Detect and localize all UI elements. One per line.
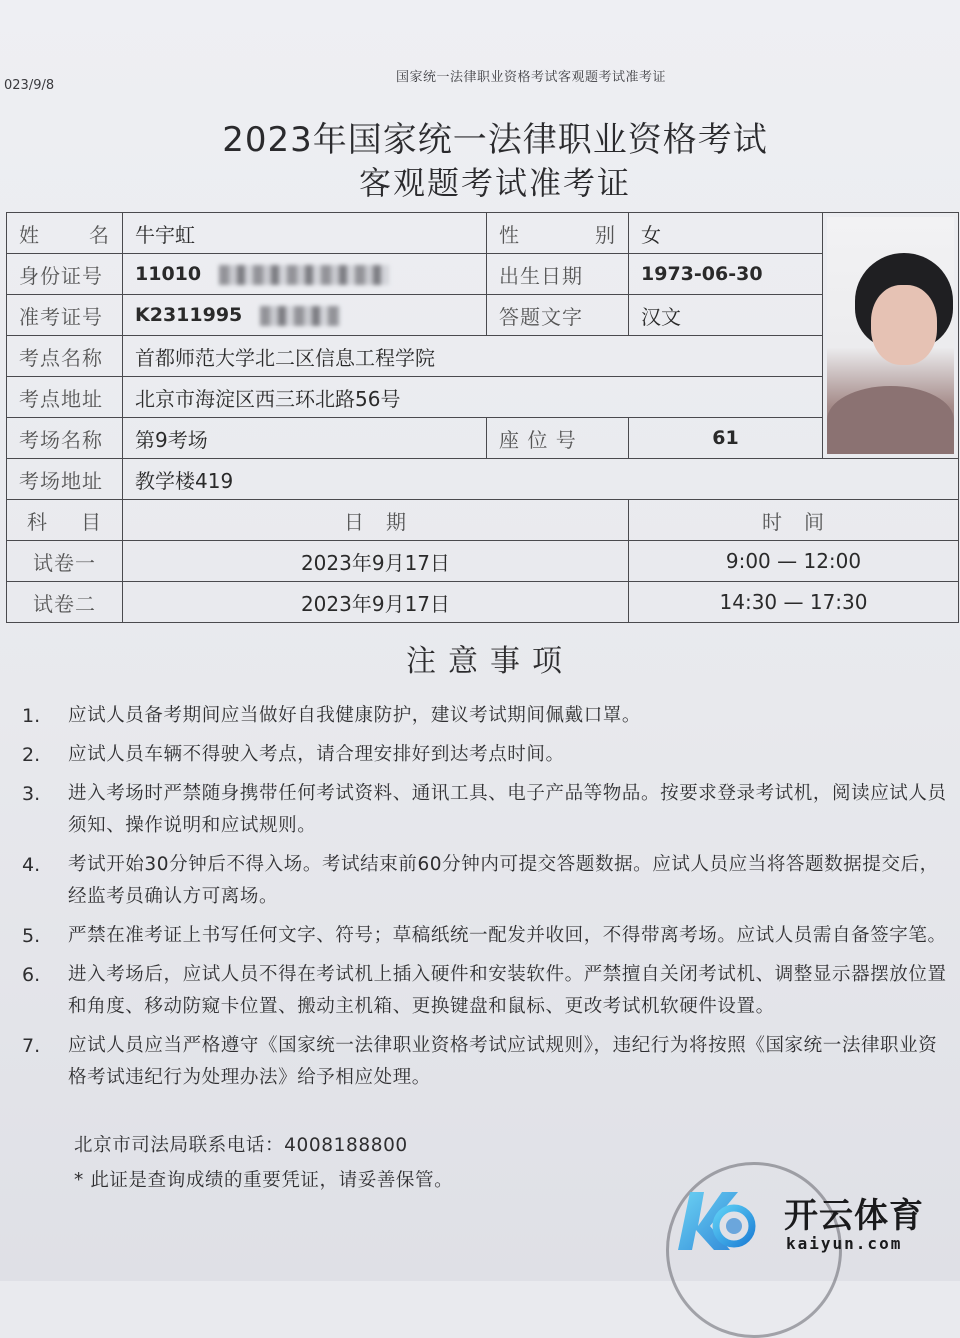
exam-site-name-label: 考点名称 (7, 336, 123, 377)
exam-site-name: 首都师范大学北二区信息工程学院 (123, 336, 823, 377)
list-item: 2. 应试人员车辆不得驶入考点，请合理安排好到达考点时间。 (22, 744, 565, 766)
site-watermark (672, 1184, 952, 1260)
subject-header: 科 目 (7, 500, 123, 541)
list-item: 7. 应试人员应当严格遵守《国家统一法律职业资格考试应试规则》，违纪行为将按照《国家统一法律职业资格考试违纪行为处理办法》给予相应处理。 (22, 1035, 938, 1088)
notice-list (22, 700, 952, 1101)
gender-label: 性 别 (487, 213, 629, 254)
date-header: 日 期 (123, 500, 629, 541)
schedule-row (7, 541, 959, 582)
seat-number-label: 座 位 号 (487, 418, 629, 459)
paper-one-date: 2023年9月17日 (123, 541, 629, 582)
id-number-label: 身份证号 (7, 254, 123, 295)
name-label: 姓 名 (7, 213, 123, 254)
list-item: 1. 应试人员备考期间应当做好自我健康防护，建议考试期间佩戴口罩。 (22, 705, 642, 727)
ticket-number (123, 295, 487, 336)
seat-number: 61 (629, 418, 823, 459)
list-item: 5. 严禁在准考证上书写任何文字、符号；草稿纸统一配发并收回，不得带离考场。应试人员需自备签字笔。 (22, 925, 947, 947)
keep-safe-note: * 此证是查询成绩的重要凭证，请妥善保管。 (74, 1170, 454, 1191)
paper-one-time: 9:00 — 12:00 (629, 541, 959, 582)
candidate-name: 牛宇虹 (123, 213, 487, 254)
time-header: 时 间 (629, 500, 959, 541)
watermark-logo-icon (676, 1186, 758, 1256)
watermark-brand-cn: 开云体育 (784, 1196, 924, 1236)
ticket-number-redaction (260, 306, 340, 326)
answer-language-label: 答题文字 (487, 295, 629, 336)
watermark-brand-en: kaiyun.com (786, 1234, 903, 1253)
contact-phone: 北京市司法局联系电话：4008188800 (74, 1135, 408, 1156)
candidate-gender: 女 (629, 213, 823, 254)
notice-title: 注意事项 (406, 644, 574, 679)
schedule-row (7, 582, 959, 623)
document-subtitle: 客观题考试准考证 (358, 164, 631, 202)
exam-room: 第9考场 (123, 418, 487, 459)
paper-one-label: 试卷一 (7, 541, 123, 582)
id-number (123, 254, 487, 295)
photo-cell (823, 213, 959, 459)
list-item: 6. 进入考场后，应试人员不得在考试机上插入硬件和安装软件。严禁擅自关闭考试机、调整显示器摆放位置和角度、移动防窥卡位置、搬动主机箱、更换键盘和鼠标、更改考试机软硬件设置。 (22, 964, 947, 1017)
paper-two-label: 试卷二 (7, 582, 123, 623)
list-item: 4. 考试开始30分钟后不得入场。考试结束前60分钟内可提交答题数据。应试人员应当将答题数据提交后，经监考员确认方可离场。 (22, 854, 939, 907)
paper-two-time: 14:30 — 17:30 (629, 582, 959, 623)
ticket-number-visible: K2311995 (135, 304, 243, 326)
page-caption: 国家统一法律职业资格考试客观题考试准考证 (396, 70, 667, 85)
exam-room-address: 教学楼419 (123, 459, 959, 500)
paper-two-date: 2023年9月17日 (123, 582, 629, 623)
exam-site-address: 北京市海淀区西三环北路56号 (123, 377, 823, 418)
answer-language: 汉文 (629, 295, 823, 336)
birth-date-label: 出生日期 (487, 254, 629, 295)
exam-room-label: 考场名称 (7, 418, 123, 459)
document-title: 2023年国家统一法律职业资格考试 (222, 120, 768, 160)
id-number-visible: 11010 (135, 263, 202, 285)
print-date: 023/9/8 (4, 78, 55, 93)
list-item: 3. 进入考场时严禁随身携带任何考试资料、通讯工具、电子产品等物品。按要求登录考试机，阅读应试人员须知、操作说明和应试规则。 (22, 783, 947, 836)
id-number-redaction (219, 265, 389, 285)
candidate-photo (827, 217, 954, 454)
candidate-info-table (6, 212, 959, 623)
ticket-number-label: 准考证号 (7, 295, 123, 336)
exam-room-address-label: 考场地址 (7, 459, 123, 500)
birth-date: 1973-06-30 (629, 254, 823, 295)
exam-site-address-label: 考点地址 (7, 377, 123, 418)
